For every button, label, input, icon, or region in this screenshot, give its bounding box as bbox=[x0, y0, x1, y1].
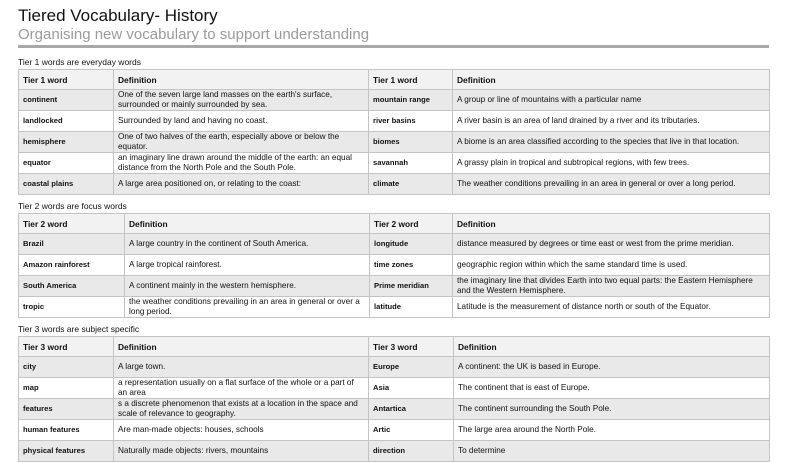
vocab-definition: Latitude is the measurement of distance north or south of the Equator. bbox=[453, 297, 770, 318]
col-header-definition: Definition bbox=[114, 70, 369, 90]
vocab-word: time zones bbox=[370, 255, 453, 276]
col-header-definition: Definition bbox=[125, 214, 370, 234]
vocab-word: biomes bbox=[369, 132, 453, 153]
tier1-table bbox=[18, 69, 770, 195]
vocab-word: Europe bbox=[369, 357, 454, 378]
table-header-row bbox=[19, 214, 770, 234]
col-header-word: Tier 1 word bbox=[19, 70, 114, 90]
vocab-word: Amazon rainforest bbox=[19, 255, 125, 276]
vocab-word: Antartica bbox=[369, 399, 454, 420]
page-subtitle: Organising new vocabulary to support understanding bbox=[18, 26, 370, 43]
vocab-word: Artic bbox=[369, 420, 454, 441]
vocab-word: features bbox=[19, 399, 114, 420]
vocab-definition: The continent surrounding the South Pole. bbox=[454, 399, 770, 420]
vocab-word: direction bbox=[369, 441, 454, 462]
col-header-definition: Definition bbox=[453, 214, 770, 234]
vocab-definition: The continent that is east of Europe. bbox=[454, 378, 770, 399]
table-row bbox=[19, 132, 770, 153]
vocab-definition: A continent mainly in the western hemisphere. bbox=[125, 276, 370, 297]
table-row bbox=[19, 234, 770, 255]
vocab-definition: To determine bbox=[454, 441, 770, 462]
vocab-definition: the imaginary line that divides Earth into two equal parts: the Eastern Hemisphere and the Western Hemisphere. bbox=[453, 276, 770, 297]
table-row bbox=[19, 90, 770, 111]
vocab-word: tropic bbox=[19, 297, 125, 318]
table-row bbox=[19, 174, 770, 195]
table-row bbox=[19, 378, 770, 399]
col-header-word: Tier 1 word bbox=[369, 70, 453, 90]
col-header-definition: Definition bbox=[453, 70, 770, 90]
col-header-word: Tier 2 word bbox=[19, 214, 125, 234]
vocab-definition: A large area positioned on, or relating to the coast: bbox=[114, 174, 369, 195]
table-row bbox=[19, 420, 770, 441]
vocab-definition: A large town. bbox=[114, 357, 369, 378]
vocab-word: continent bbox=[19, 90, 114, 111]
table-header-row bbox=[19, 70, 770, 90]
vocab-word: landlocked bbox=[19, 111, 114, 132]
vocab-word: savannah bbox=[369, 153, 453, 174]
vocab-definition: Surrounded by land and having no coast. bbox=[114, 111, 369, 132]
vocab-definition: A group or line of mountains with a particular name bbox=[453, 90, 770, 111]
col-header-word: Tier 3 word bbox=[19, 337, 114, 357]
col-header-word: Tier 3 word bbox=[369, 337, 454, 357]
vocab-definition: The weather conditions prevailing in an area in general or over a long period. bbox=[453, 174, 770, 195]
vocab-word: mountain range bbox=[369, 90, 453, 111]
table-header-row bbox=[19, 337, 770, 357]
vocab-word: longitude bbox=[370, 234, 453, 255]
vocab-definition: A grassy plain in tropical and subtropical regions, with few trees. bbox=[453, 153, 770, 174]
vocab-word: river basins bbox=[369, 111, 453, 132]
vocab-definition: the weather conditions prevailing in an area in general or over a long period. bbox=[125, 297, 370, 318]
vocab-definition: a representation usually on a flat surface of the whole or a part of an area bbox=[114, 378, 369, 399]
vocab-word: hemisphere bbox=[19, 132, 114, 153]
vocab-definition: Are man-made objects: houses, schools bbox=[114, 420, 369, 441]
vocab-definition: A river basin is an area of land drained by a river and its tributaries. bbox=[453, 111, 770, 132]
table-row bbox=[19, 153, 770, 174]
vocab-word: coastal plains bbox=[19, 174, 114, 195]
document-page bbox=[18, 6, 770, 462]
vocab-definition: A continent: the UK is based in Europe. bbox=[454, 357, 770, 378]
vocab-word: city bbox=[19, 357, 114, 378]
tier3-caption: Tier 3 words are subject specific bbox=[18, 324, 140, 334]
table-row bbox=[19, 276, 770, 297]
table-row bbox=[19, 441, 770, 462]
vocab-word: physical features bbox=[19, 441, 114, 462]
tier1-caption: Tier 1 words are everyday words bbox=[18, 57, 141, 67]
vocab-word: latitude bbox=[370, 297, 453, 318]
vocab-definition: an imaginary line drawn around the middle of the earth: an equal distance from the North Pole and the South Pole. bbox=[114, 153, 369, 174]
table-row bbox=[19, 111, 770, 132]
vocab-word: Brazil bbox=[19, 234, 125, 255]
table-row bbox=[19, 357, 770, 378]
vocab-word: equator bbox=[19, 153, 114, 174]
vocab-word: Asia bbox=[369, 378, 454, 399]
vocab-definition: Naturally made objects: rivers, mountains bbox=[114, 441, 369, 462]
table-row bbox=[19, 255, 770, 276]
vocab-definition: geographic region within which the same standard time is used. bbox=[453, 255, 770, 276]
vocab-word: map bbox=[19, 378, 114, 399]
tier2-caption: Tier 2 words are focus words bbox=[18, 201, 127, 211]
table-row bbox=[19, 297, 770, 318]
vocab-definition: distance measured by degrees or time east or west from the prime meridian. bbox=[453, 234, 770, 255]
col-header-definition: Definition bbox=[454, 337, 770, 357]
vocab-definition: A biome is an area classified according to the species that live in that location. bbox=[453, 132, 770, 153]
vocab-definition: One of two halves of the earth, especially above or below the equator. bbox=[114, 132, 369, 153]
page-title: Tiered Vocabulary- History bbox=[18, 6, 218, 25]
vocab-definition: One of the seven large land masses on the earth's surface, surrounded or mainly surrounded by sea. bbox=[114, 90, 369, 111]
table-row bbox=[19, 399, 770, 420]
vocab-word: Prime meridian bbox=[370, 276, 453, 297]
vocab-definition: A large country in the continent of South America. bbox=[125, 234, 370, 255]
vocab-word: South America bbox=[19, 276, 125, 297]
vocab-word: climate bbox=[369, 174, 453, 195]
vocab-definition: s a discrete phenomenon that exists at a location in the space and scale of relevance to geography. bbox=[114, 399, 369, 420]
col-header-word: Tier 2 word bbox=[370, 214, 453, 234]
vocab-definition: A large tropical rainforest. bbox=[125, 255, 370, 276]
tier3-table bbox=[18, 336, 770, 462]
title-divider bbox=[18, 45, 769, 48]
col-header-definition: Definition bbox=[114, 337, 369, 357]
vocab-definition: The large area around the North Pole. bbox=[454, 420, 770, 441]
vocab-word: human features bbox=[19, 420, 114, 441]
tier2-table bbox=[18, 213, 770, 318]
